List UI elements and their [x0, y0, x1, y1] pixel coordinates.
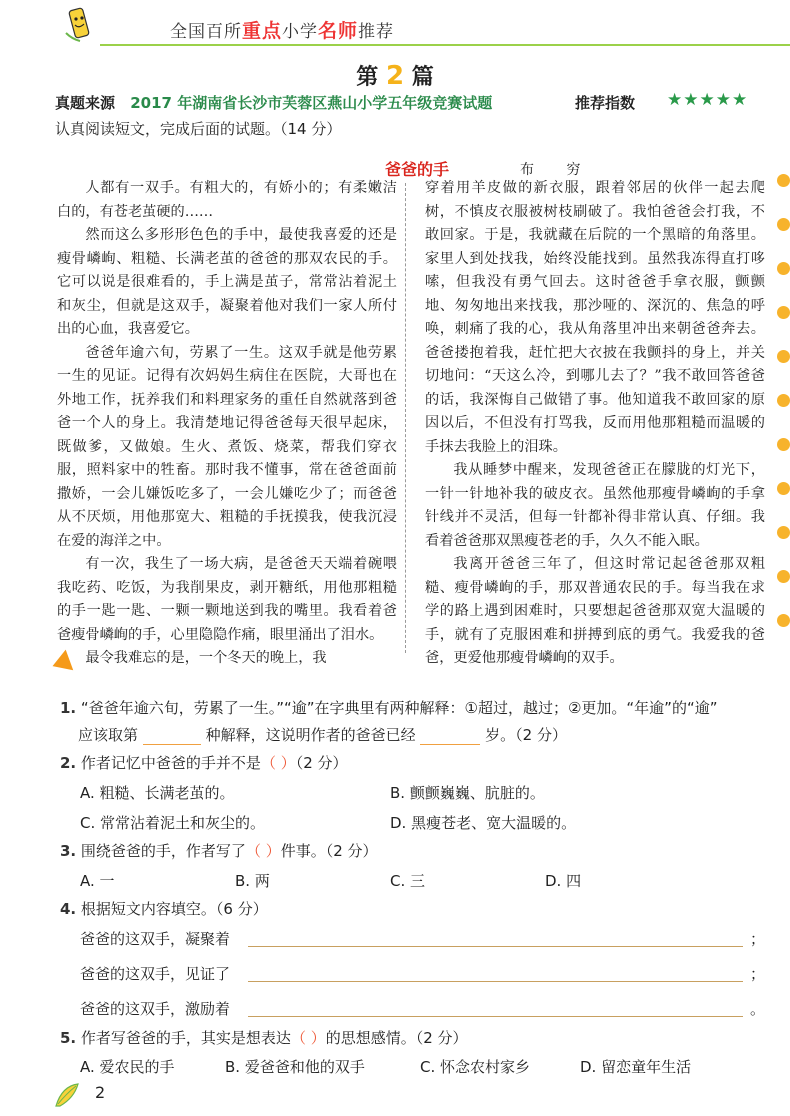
option[interactable]: D. 留恋童年生活	[580, 1058, 692, 1076]
fill-line-end: 。	[750, 1000, 766, 1018]
answer-line[interactable]	[248, 946, 743, 947]
chapter-prefix: 第	[356, 65, 379, 90]
question-number: 3.	[60, 842, 77, 860]
option[interactable]: B. 两	[235, 872, 270, 890]
article-title: 爸爸的手	[385, 160, 450, 179]
question-text: 作者记忆中爸爸的手并不是	[80, 754, 261, 772]
instruction: 认真阅读短文，完成后面的试题。（14 分）	[55, 120, 342, 138]
answer-paren[interactable]: （ ）	[260, 754, 296, 772]
source-row	[55, 92, 755, 113]
banner-part-2: 小学	[282, 22, 319, 42]
banner-highlight-2: 名师	[318, 20, 359, 42]
answer-blank[interactable]	[143, 726, 201, 745]
recommend-label: 推荐指数	[575, 94, 636, 112]
article-column-right	[425, 177, 765, 671]
question-text: 岁。（2 分）	[485, 726, 567, 744]
rating-stars: ★★★★★	[667, 90, 749, 110]
paragraph: 最令我难忘的是，一个冬天的晚上，我	[85, 650, 327, 666]
question-number: 2.	[60, 754, 77, 772]
paragraph: 穿着用羊皮做的新衣服，跟着邻居的伙伴一起去爬树，不慎皮衣服被树枝刷破了。我怕爸爸会打我，不敢回家。于是，我就藏在后院的一个黑暗的角落里。家里人到处找我，始终没能找到。虽然我冻得直打哆嗦，但我没有勇气回去。这时爸爸手拿衣服，颤颤地、匆匆地出来找我，那沙哑的、深沉的、焦急的呼唤，刺痛了我的心，我从角落里冲出来朝爸爸奔去。爸爸搂抱着我，赶忙把大衣披在我颤抖的身上，并关切地问：“天这么冷，到哪儿去了？”我不敢回答爸爸的话，我深悔自己做错了事。他知道我不敢回家的原因以后，不但没有打骂我，反而用他那粗糙而温暖的手抹去我脸上的泪珠。	[425, 180, 765, 455]
source-text: 2017 年湖南省长沙市芙蓉区燕山小学五年级竞赛试题	[130, 94, 493, 112]
question-text: “爸爸年逾六旬，劳累了一生。”“逾”在字典里有两种解释：①超过，越过；②更加。“年逾”的“逾”	[80, 699, 718, 717]
question-text: 围绕爸爸的手，作者写了	[80, 842, 246, 860]
bullet-dot-icon	[777, 174, 790, 187]
banner-part-1: 全国百所	[170, 22, 242, 42]
fill-line-prefix: 爸爸的这双手，凝聚着	[80, 930, 231, 948]
answer-paren[interactable]: （ ）	[290, 1029, 326, 1047]
article-author: 布 穷	[520, 162, 595, 178]
question-number: 1.	[60, 699, 77, 717]
answer-paren[interactable]: （ ）	[245, 842, 281, 860]
pencil-mascot-icon	[62, 3, 100, 43]
bullet-dot-icon	[777, 350, 790, 363]
bullet-dot-icon	[777, 438, 790, 451]
answer-line[interactable]	[248, 981, 743, 982]
banner-divider	[100, 44, 790, 46]
paragraph: 然而这么多形形色色的手中，最使我喜爱的还是瘦骨嶙峋、粗糙、长满老茧的爸爸的那双农民的手。它可以说是很难看的，手上满是茧子，常常沾着泥土和灰尘，但就是这双手，凝聚着他对我们一家人所付出的心血，我喜爱它。	[57, 227, 397, 337]
bullet-dot-icon	[777, 306, 790, 319]
question-text: 应该取第	[78, 726, 139, 744]
page-number: 2	[95, 1083, 106, 1102]
answer-line[interactable]	[248, 1016, 743, 1017]
bullet-dot-icon	[777, 218, 790, 231]
paragraph: 有一次，我生了一场大病，是爸爸天天端着碗喂我吃药、吃饭，为我削果皮，剥开糖纸，用他那粗糙的手一匙一匙、一颗一颗地送到我的嘴里。我看着爸爸瘦骨嶙峋的手，心里隐隐作痛，眼里涌出了泪水。	[57, 556, 397, 643]
bullet-dot-icon	[777, 614, 790, 627]
option[interactable]: A. 粗糙、长满老茧的。	[80, 784, 235, 802]
bullet-dot-icon	[777, 526, 790, 539]
bullet-dot-icon	[777, 570, 790, 583]
question-1	[60, 697, 770, 718]
option[interactable]: C. 常常沾着泥土和灰尘的。	[80, 814, 266, 832]
option[interactable]: D. 黑瘦苍老、宽大温暖的。	[390, 814, 577, 832]
option[interactable]: A. 爱农民的手	[80, 1058, 175, 1076]
paragraph: 我从睡梦中醒来，发现爸爸正在朦胧的灯光下，一针一针地补我的破皮衣。虽然他那瘦骨嶙峋的手拿针线并不灵活，但每一针都补得非常认真、仔细。我看着爸爸那双黑瘦苍老的手，久久不能入眠。	[425, 462, 765, 549]
bullet-dot-icon	[777, 262, 790, 275]
question-number: 4.	[60, 900, 77, 918]
fill-line-prefix: 爸爸的这双手，见证了	[80, 965, 231, 983]
column-divider	[405, 183, 406, 653]
question-3	[60, 840, 378, 861]
paragraph: 人都有一双手。有粗大的，有娇小的；有柔嫩洁白的，有苍老茧硬的……	[57, 180, 397, 220]
question-text: 作者写爸爸的手，其实是想表达	[80, 1029, 291, 1047]
option[interactable]: D. 四	[545, 872, 582, 890]
question-text: （2 分）	[295, 754, 348, 772]
fill-line-end: ；	[750, 930, 766, 948]
bullet-dot-icon	[777, 482, 790, 495]
option[interactable]: C. 三	[390, 872, 426, 890]
footer-leaf-icon	[52, 1080, 88, 1110]
banner-part-3: 推荐	[358, 22, 395, 42]
answer-blank[interactable]	[420, 726, 480, 745]
chapter-suffix: 篇	[411, 65, 434, 90]
fill-line-end: ；	[750, 965, 766, 983]
banner-slogan	[170, 16, 394, 43]
question-text: 根据短文内容填空。（6 分）	[80, 900, 268, 918]
option[interactable]: C. 怀念农村家乡	[420, 1058, 531, 1076]
paragraph: 我离开爸爸三年了，但这时常记起爸爸那双粗糙、瘦骨嶙峋的手，那双普通农民的手。每当我在求学的路上遇到困难时，只要想起爸爸那双宽大温暖的手，就有了克服困难和拼搏到底的勇气。我爱我的爸爸，更爱他那瘦骨嶙峋的双手。	[425, 556, 765, 666]
question-1-line-2	[78, 724, 778, 745]
option[interactable]: A. 一	[80, 872, 115, 890]
source-label: 真题来源	[55, 94, 116, 112]
option[interactable]: B. 爱爸爸和他的双手	[225, 1058, 365, 1076]
question-5	[60, 1027, 468, 1048]
option[interactable]: B. 颤颤巍巍、肮脏的。	[390, 784, 545, 802]
question-number: 5.	[60, 1029, 77, 1047]
article-column-left	[57, 177, 397, 671]
question-2	[60, 752, 348, 773]
question-4	[60, 898, 268, 919]
question-text: 的思想感情。（2 分）	[325, 1029, 468, 1047]
fill-line-prefix: 爸爸的这双手，激励着	[80, 1000, 231, 1018]
chapter-number: 2	[385, 61, 405, 91]
chapter-heading	[0, 60, 790, 91]
question-text: 件事。（2 分）	[280, 842, 378, 860]
banner-highlight-1: 重点	[242, 20, 283, 42]
paragraph: 爸爸年逾六旬，劳累了一生。这双手就是他劳累一生的见证。记得有次妈妈生病住在医院，大哥也在外地工作，抚养我们和料理家务的重任自然就落到爸爸一个人的身上。我清楚地记得爸爸每天很早起床，既做爹，又做娘。生火、煮饭、烧菜，帮我们穿衣服，照料家中的牲畜。那时我不懂事，常在爸爸面前撒娇，一会儿嫌饭吃多了，一会儿嫌吃少了；而爸爸从不厌烦，用他那宽大、粗糙的手抚摸我，使我沉浸在爱的海洋之中。	[57, 344, 397, 549]
question-text: 种解释，这说明作者的爸爸已经	[205, 726, 416, 744]
bullet-dot-icon	[777, 394, 790, 407]
